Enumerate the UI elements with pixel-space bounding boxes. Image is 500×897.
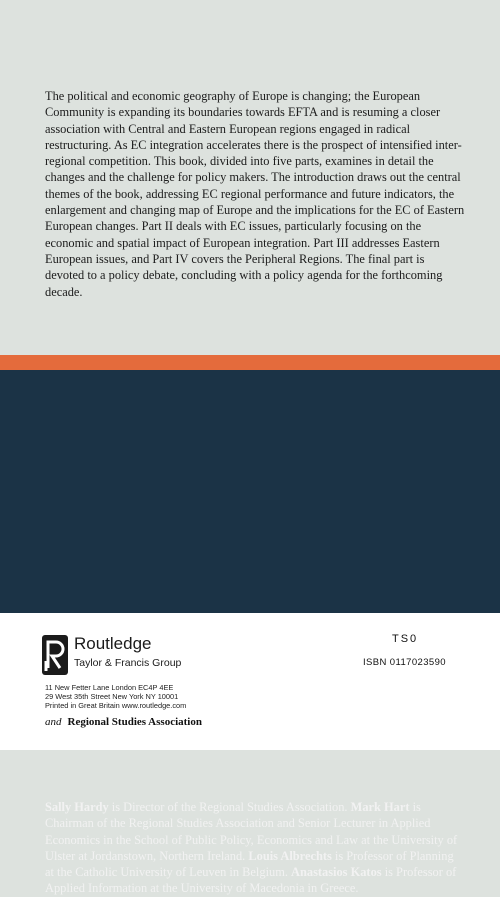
product-code: TS0 — [392, 633, 419, 645]
blurb-paragraph: The political and economic geography of Europe is changing; the European Community is expanding its boundaries towards EFTA and is resuming a closer association with Central and Eastern European regions engaged in radical restructuring. As EC integration accelerates there is the prospect of intensified inter-regional competition. This book, divided into five parts, examines in detail the changes and the challenge for policy makers. The introduction draws out the central themes of the book, addressing EC regional performance and future indicators, the enlargement and changing map of Europe and the implications for the EC of Eastern European changes. Part II deals with EC issues, particularly focusing on the economic and spatial impact of European integration. Part III addresses Eastern European issues, and Part IV covers the Peripheral Regions. The final part is devoted to a policy debate, concluding with a policy agenda for the forthcoming decade. — [45, 89, 465, 299]
address-line-website: Printed in Great Britain www.routledge.com — [45, 701, 187, 710]
barcode-area — [358, 671, 478, 719]
copublisher-name: Regional Studies Association — [67, 716, 202, 728]
publisher-group: Taylor & Francis Group — [74, 657, 182, 669]
publisher-address — [45, 683, 186, 710]
copublisher-line — [45, 716, 202, 728]
author-name-katos: Anastasios Katos — [291, 865, 382, 880]
author-name-hart: Mark Hart — [350, 800, 410, 814]
address-line-newyork: 29 West 35th Street New York NY 10001 — [45, 692, 179, 701]
and-word: and — [45, 716, 62, 728]
publisher-panel — [0, 613, 500, 750]
isbn-number: ISBN 0117023590 — [363, 657, 446, 668]
author-desc-albrechts: is Professor of Planning at the Catholic University of Leuven in Belgium. — [45, 848, 454, 880]
publisher-name: Routledge — [74, 634, 152, 653]
author-name-hardy: Sally Hardy — [45, 800, 109, 814]
author-desc-katos: is Professor of Applied Information at the University of Macedonia in Greece. — [45, 865, 457, 896]
author-desc-hardy: is Director of the Regional Studies Association. — [108, 800, 351, 814]
author-desc-hart: is Chairman of the Regional Studies Association and Senior Lecturer in Applied Economics in the School of Public Policy, Economics and Law at the University of Ulster at Jordanstown, Northern Ireland. — [45, 800, 458, 863]
blurb-panel — [0, 0, 500, 355]
orange-divider-stripe — [0, 355, 500, 370]
author-bio-text — [45, 799, 465, 897]
author-name-albrechts: Louis Albrechts — [248, 848, 332, 863]
routledge-logo-icon — [42, 635, 68, 675]
address-line-london: 11 New Fetter Lane London EC4P 4EE — [45, 683, 174, 692]
